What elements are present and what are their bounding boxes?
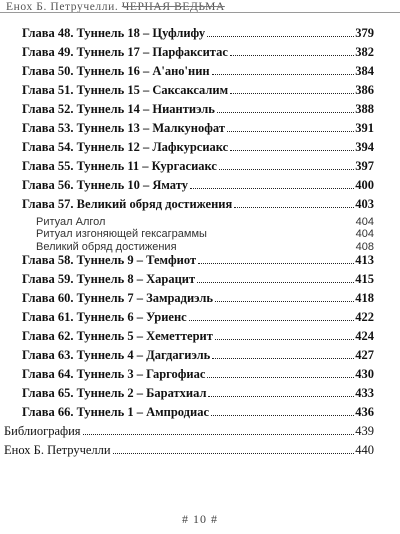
toc-chapter-entry-title: Глава 48. Туннель 18 – Цуфлифу [22,26,206,40]
dot-leader [211,415,354,416]
toc-subsection-entry-page: 408 [355,240,374,253]
toc-backmatter-entry-page: 440 [355,443,374,458]
toc-backmatter-entry[interactable] [4,443,374,462]
dot-leader [219,169,354,170]
toc-chapter-entry[interactable] [22,291,374,310]
page-number: # 10 # [182,512,218,526]
toc-chapter-entry-title: Глава 64. Туннель 3 – Гаргофиас [22,367,206,382]
toc-backmatter-entry-title: Библиография [4,424,81,439]
toc-chapter-entry-title: Глава 66. Туннель 1 – Ампродиас [22,405,210,420]
toc-chapter-entry-title: Глава 62. Туннель 5 – Хеметтерит [22,329,213,344]
running-head-author: Енох Б. Петручелли. [6,1,119,13]
toc-subsection-entry[interactable] [22,241,374,253]
toc-chapter-entry[interactable] [22,26,374,45]
running-head [6,1,394,17]
toc-chapter-entry[interactable] [22,121,374,140]
toc-backmatter-entry-page: 439 [355,424,374,439]
toc-chapter-entry-page: 384 [355,64,374,78]
toc-chapter-entry-title: Глава 53. Туннель 13 – Малкунофат [22,121,225,135]
toc-chapter-entry-title: Глава 51. Туннель 15 – Саксаксалим [22,83,229,97]
dot-leader [212,74,355,75]
toc-chapter-entry[interactable] [22,310,374,329]
dot-leader [215,339,354,340]
toc-chapter-entry-title: Глава 61. Туннель 6 – Уриенс [22,310,187,325]
toc-chapter-entry-page: 427 [355,348,374,363]
toc-chapter-entry-page: 430 [355,367,374,382]
toc-subsection-list [22,216,374,253]
dot-leader [198,263,354,264]
dot-leader [207,377,354,378]
toc-chapter-entry-page: 403 [355,197,374,211]
toc-subsection-entry-title: Ритуал изгоняющей гексаграммы [36,228,207,241]
header-rule [0,12,400,13]
toc-chapter-entry[interactable] [22,197,374,216]
dot-leader [113,453,355,454]
dot-leader [227,131,354,132]
toc-subsection-entry-page: 404 [355,228,374,241]
toc-chapter-entry-page: 379 [355,26,374,40]
toc-chapter-entry-page: 424 [355,329,374,344]
toc-chapter-entry-title: Глава 50. Туннель 16 – А'ано'нин [22,64,210,78]
toc-chapter-entry-page: 433 [355,386,374,401]
dot-leader [207,36,354,37]
toc-chapter-entry[interactable] [22,83,374,102]
toc-subsection-entry-title: Ритуал Алгол [36,216,106,228]
toc-chapter-entry[interactable] [22,178,374,197]
toc-backmatter-list [4,424,374,462]
toc-chapter-entry-page: 400 [355,178,374,192]
toc-chapter-entry[interactable] [22,386,374,405]
toc-chapter-entry-page: 415 [355,272,374,287]
toc-chapter-entry-title: Глава 60. Туннель 7 – Замрадиэль [22,291,213,306]
toc-chapter-entry-title: Глава 65. Туннель 2 – Баратхиал [22,386,207,401]
running-head-book-title: ЧЕРНАЯ ВЕДЬМА [121,1,225,13]
toc-subsection-entry[interactable] [22,216,374,228]
dot-leader [189,320,355,321]
toc-subsection-entry-page: 404 [355,216,374,228]
toc-chapter-entry[interactable] [22,367,374,386]
toc-chapter-entry-page: 413 [355,253,374,268]
toc-chapter-entry-title: Глава 63. Туннель 4 – Дагдагиэль [22,348,211,363]
toc-chapter-entry-page: 394 [355,140,374,154]
toc-chapter-entry[interactable] [22,140,374,159]
table-of-contents [4,26,374,462]
toc-backmatter-entry[interactable] [4,424,374,443]
toc-chapter-list-continued [22,253,374,424]
dot-leader [230,150,354,151]
toc-chapter-entry[interactable] [22,348,374,367]
toc-chapter-entry-title: Глава 56. Туннель 10 – Ямату [22,178,188,192]
toc-chapter-entry[interactable] [22,329,374,348]
toc-chapter-entry-title: Глава 49. Туннель 17 – Парфакситас [22,45,228,59]
toc-chapter-entry[interactable] [22,45,374,64]
dot-leader [190,188,354,189]
toc-chapter-entry[interactable] [22,272,374,291]
toc-backmatter-entry-title: Енох Б. Петручелли [4,443,111,458]
toc-chapter-entry-page: 422 [355,310,374,325]
toc-chapter-entry[interactable] [22,253,374,272]
toc-chapter-entry-page: 386 [355,83,374,97]
toc-chapter-entry[interactable] [22,159,374,178]
toc-chapter-entry-title: Глава 55. Туннель 11 – Кургасиакс [22,159,217,173]
dot-leader [230,55,354,56]
dot-leader [234,207,354,208]
toc-chapter-entry-title: Глава 52. Туннель 14 – Ниантиэль [22,102,215,116]
toc-chapter-entry-title: Глава 57. Великий обряд достижения [22,197,233,211]
toc-chapter-entry-page: 418 [355,291,374,306]
dot-leader [197,282,354,283]
dot-leader [217,112,354,113]
dot-leader [230,93,354,94]
toc-chapter-entry-page: 436 [355,405,374,420]
dot-leader [83,434,355,435]
toc-chapter-entry-page: 388 [355,102,374,116]
dot-leader [215,301,354,302]
toc-chapter-entry-title: Глава 59. Туннель 8 – Харацит [22,272,196,287]
toc-chapter-entry-page: 397 [355,159,374,173]
dot-leader [208,396,354,397]
toc-chapter-list [22,26,374,216]
dot-leader [212,358,354,359]
toc-chapter-entry-title: Глава 54. Туннель 12 – Лафкурсиакс [22,140,229,154]
toc-chapter-entry[interactable] [22,405,374,424]
toc-subsection-entry[interactable] [22,228,374,240]
toc-chapter-entry-page: 391 [355,121,374,135]
toc-chapter-entry[interactable] [22,64,374,83]
toc-chapter-entry-page: 382 [355,45,374,59]
toc-chapter-entry[interactable] [22,102,374,121]
toc-subsection-entry-title: Великий обряд достижения [36,240,177,253]
toc-chapter-entry-title: Глава 58. Туннель 9 – Темфиот [22,253,197,268]
